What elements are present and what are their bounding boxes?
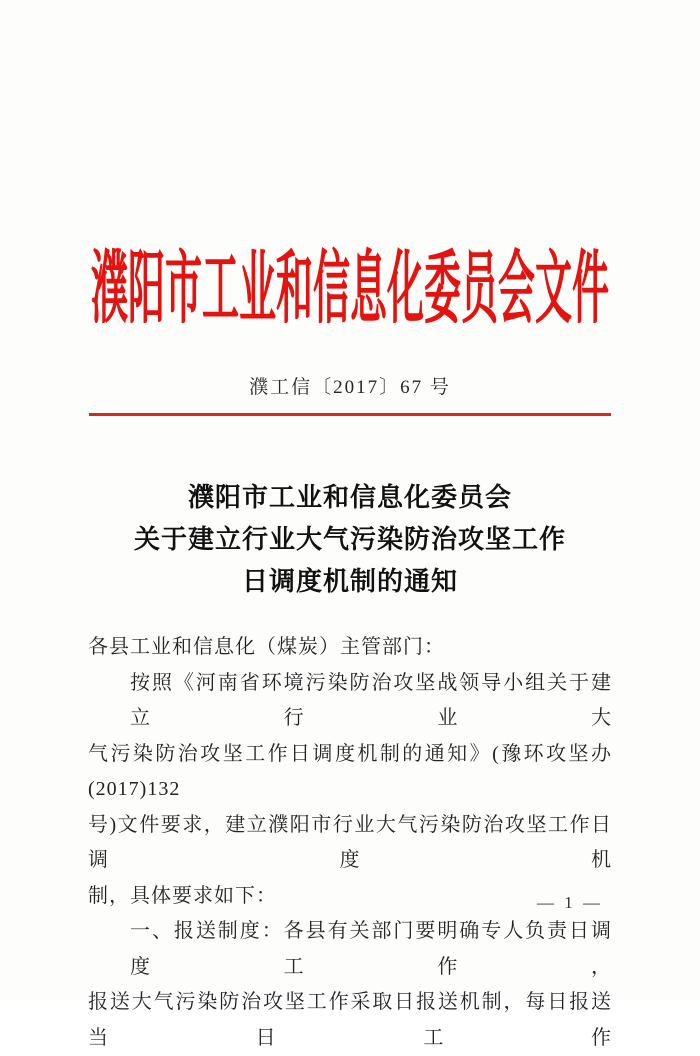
document-body — [88, 630, 612, 1056]
title-line-1: 濮阳市工业和信息化委员会 — [187, 483, 512, 512]
body-line: 报送大气污染防治攻坚工作采取日报送机制，每日报送当日工作 — [88, 991, 612, 1049]
letterhead-banner — [0, 233, 700, 335]
document-reference-number: 濮工信〔2017〕67 号 — [249, 377, 451, 398]
body-line: 一、报送制度：各县有关部门要明确专人负责日调度工作， — [130, 920, 612, 978]
salutation-line: 各县工业和信息化（煤炭）主管部门： — [88, 636, 445, 658]
document-title — [0, 477, 700, 603]
title-line-3: 日调度机制的通知 — [241, 567, 458, 596]
red-separator-line — [89, 413, 611, 416]
body-line: 号)文件要求，建立濮阳市行业大气污染防治攻坚工作日调度机 — [88, 813, 612, 871]
body-line: 制，具体要求如下： — [88, 884, 277, 907]
body-line: 按照《河南省环境污染防治攻坚战领导小组关于建立行业大 — [130, 671, 612, 729]
letterhead-title: 濮阳市工业和信息化委员会文件 — [91, 246, 609, 335]
page-number: — 1 — — [537, 893, 603, 912]
title-line-2: 关于建立行业大气污染防治攻坚工作 — [133, 525, 566, 554]
body-line: 气污染防治攻坚工作日调度机制的通知》(豫环攻坚办(2017)132 — [88, 742, 612, 800]
